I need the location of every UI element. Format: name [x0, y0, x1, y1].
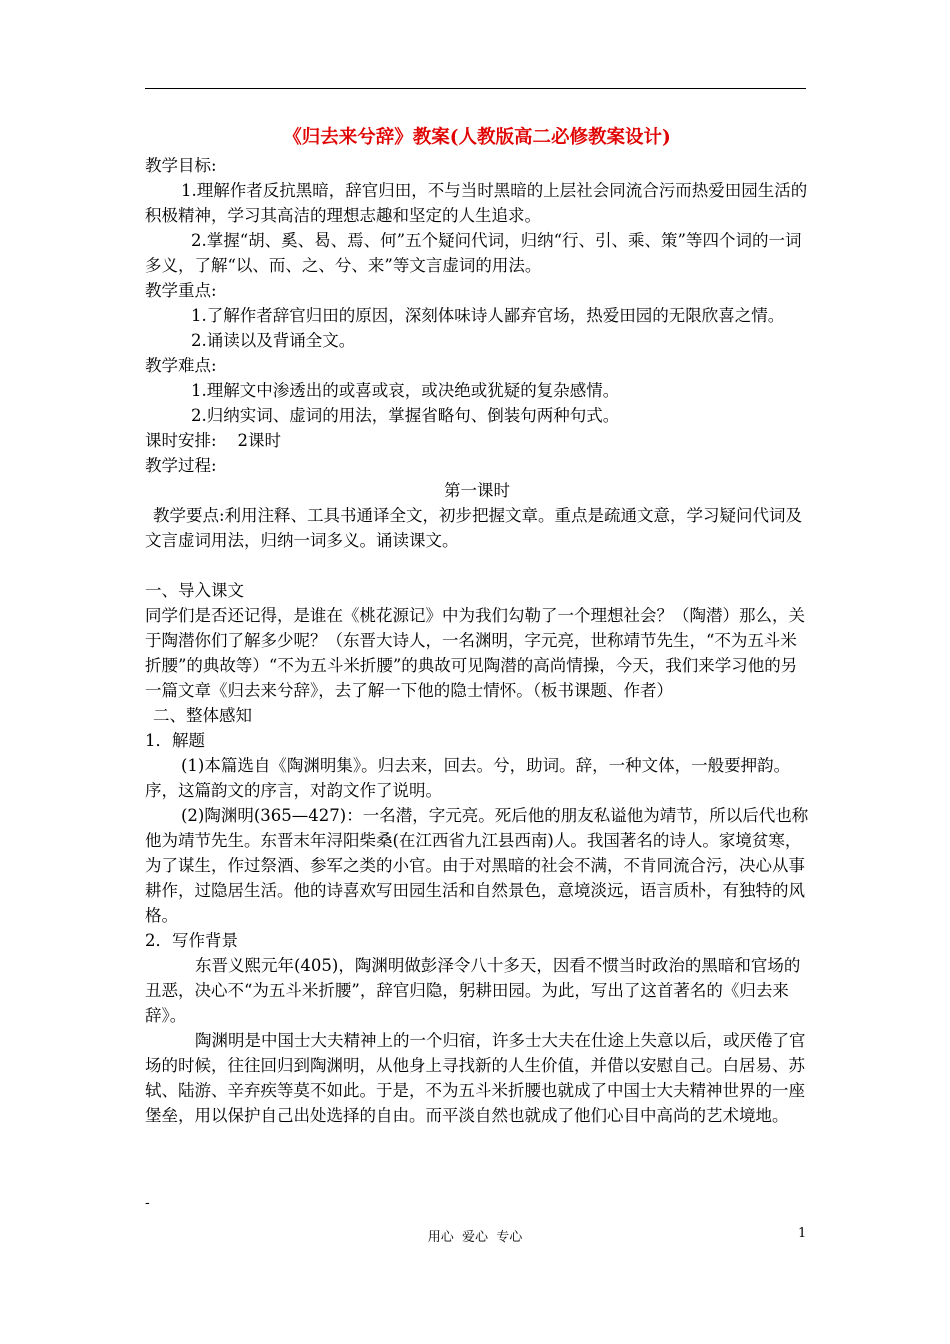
header-rule	[145, 88, 806, 89]
key-item-2: 2.诵读以及背诵全文。	[191, 331, 356, 350]
section-1-body: 同学们是否还记得，是谁在《桃花源记》中为我们勾勒了一个理想社会？（陶潜）那么，关于陶潜你们了解多少呢？（东晋大诗人，一名渊明，字元亮，世称靖节先生，“不为五斗米折腰”的典故等）“不为五斗米折腰”的典故可见陶潜的高尚情操，今天，我们来学习他的另一篇文章《归去来兮辞》，去了解一下他的隐士情怀。（板书课题、作者）	[145, 606, 805, 700]
lesson-points: 教学要点:利用注释、工具书通译全文，初步把握文章。重点是疏通文意，学习疑问代词及文言虚词用法，归纳一词多义。诵读课文。	[145, 506, 803, 550]
key-heading: 教学重点:	[145, 281, 217, 300]
goal-item-1: 1.理解作者反抗黑暗，辞官归田，不与当时黑暗的上层社会同流合污而热爱田园生活的积极精神，学习其高洁的理想志趣和坚定的人生追求。	[145, 181, 808, 225]
blank-line	[145, 553, 809, 578]
difficulty-heading: 教学难点:	[145, 356, 217, 375]
subsection-2-para-2: 陶渊明是中国士大夫精神上的一个归宿，许多士大夫在仕途上失意以后，或厌倦了官场的时候，往往回归到陶渊明，从他身上寻找新的人生价值，并借以安慰自己。白居易、苏轼、陆游、辛弃疾等莫不如此。于是，不为五斗米折腰也就成了中国士大夫精神世界的一座堡垒，用以保护自己出处选择的自由。而平淡自然也就成了他们心目中高尚的艺术境地。	[145, 1031, 806, 1125]
subsection-1-para-1: (1)本篇选自《陶渊明集》。归去来，回去。兮，助词。辞，一种文体，一般要押韵。序，这篇韵文的序言，对韵文作了说明。	[145, 756, 791, 800]
subsection-1-para-2: (2)陶渊明(365—427)：一名潜，字元亮。死后他的朋友私谥他为靖节，所以后代也称他为靖节先生。东晋末年浔阳柴桑(在江西省九江县西南)人。我国著名的诗人。家境贫寒，为了谋生，作过祭酒、参军之类的小官。由于对黑暗的社会不满，不肯同流合污，决心从事耕作，过隐居生活。他的诗喜欢写田园生活和自然景色，意境淡远，语言质朴，有独特的风格。	[145, 806, 809, 925]
page-number: 1	[798, 1226, 807, 1241]
subsection-2-heading: 2．写作背景	[145, 931, 238, 950]
document-title: 《归去来兮辞》教案(人教版高二必修教案设计)	[283, 127, 671, 148]
footer-motto: 用心 爱心 专心	[427, 1230, 523, 1245]
difficulty-item-2: 2.归纳实词、虚词的用法，掌握省略句、倒装句两种句式。	[191, 406, 620, 425]
subsection-2-para-1: 东晋义熙元年(405)，陶渊明做彭泽令八十多天，因看不惯当时政治的黑暗和官场的丑恶，决心不“为五斗米折腰”，辞官归隐，躬耕田园。为此，写出了这首著名的《归去来辞》。	[145, 956, 801, 1025]
subsection-1-heading: 1．解题	[145, 731, 205, 750]
process-heading: 教学过程:	[145, 456, 217, 475]
difficulty-item-1: 1.理解文中渗透出的或喜或哀，或决绝或犹疑的复杂感情。	[191, 381, 620, 400]
trailing-dash: -	[145, 1195, 150, 1211]
lesson-heading: 第一课时	[444, 481, 510, 500]
key-item-1: 1.了解作者辞官归田的原因，深刻体味诗人鄙弃官场，热爱田园的无限欣喜之情。	[191, 306, 785, 325]
schedule-line: 课时安排: 2课时	[145, 431, 282, 450]
goal-item-2: 2.掌握“胡、奚、曷、焉、何”五个疑问代词，归纳“行、引、乘、策”等四个词的一词多义，了解“以、而、之、兮、来”等文言虚词的用法。	[145, 231, 802, 275]
section-2-heading: 二、整体感知	[153, 706, 252, 725]
document-body	[145, 124, 809, 1128]
goal-heading: 教学目标:	[145, 156, 217, 175]
section-1-heading: 一、导入课文	[145, 581, 244, 600]
